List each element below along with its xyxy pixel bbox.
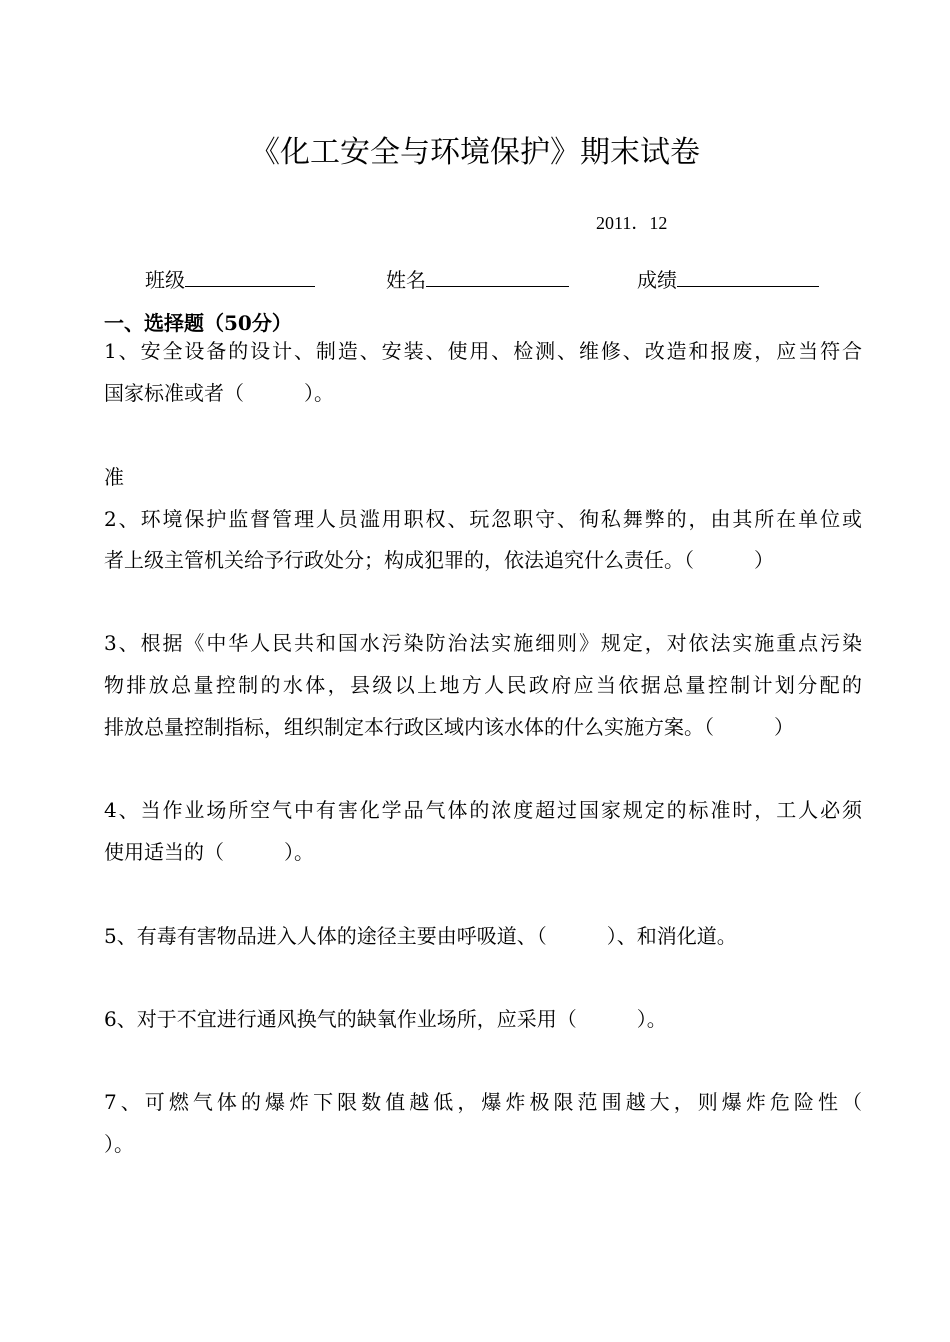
question-1-line-2: 国家标准或者（ ）。: [104, 381, 334, 405]
question-7-line-1: 7、可燃气体的爆炸下限数值越低，爆炸极限范围越大，则爆炸危险性（: [104, 1090, 862, 1114]
score-blank: [677, 266, 819, 287]
name-label: 姓名: [386, 268, 426, 292]
question-2-line-1: 2、环境保护监督管理人员滥用职权、玩忽职守、徇私舞弊的，由其所在单位或: [104, 507, 862, 531]
class-field: [145, 266, 315, 294]
class-label: 班级: [145, 268, 185, 292]
score-label: 成绩: [637, 268, 677, 292]
question-5-line-1: 5、有毒有害物品进入人体的途径主要由呼吸道、（ ）、和消化道。: [104, 924, 737, 948]
question-3-line-1: 3、根据《中华人民共和国水污染防治法实施细则》规定，对依法实施重点污染: [104, 631, 862, 655]
question-6-line-1: 6、对于不宜进行通风换气的缺氧作业场所，应采用（ ）。: [104, 1007, 667, 1031]
question-1-options-wrap: 准: [104, 465, 124, 489]
question-3-line-3: 排放总量控制指标，组织制定本行政区域内该水体的什么实施方案。（ ）: [104, 715, 794, 739]
question-3-line-2: 物排放总量控制的水体，县级以上地方人民政府应当依据总量控制计划分配的: [104, 673, 862, 697]
class-blank: [185, 266, 315, 287]
question-4-line-1: 4、当作业场所空气中有害化学品气体的浓度超过国家规定的标准时，工人必须: [104, 798, 862, 822]
score-field: [637, 266, 819, 294]
question-7-line-2: ）。: [104, 1132, 134, 1156]
question-1-line-1: 1、安全设备的设计、制造、安装、使用、检测、维修、改造和报废，应当符合: [104, 339, 862, 363]
question-4-line-2: 使用适当的（ ）。: [104, 840, 314, 864]
section-title: 一、选择题（50分）: [104, 311, 292, 335]
name-blank: [426, 266, 569, 287]
question-2-line-2: 者上级主管机关给予行政处分；构成犯罪的，依法追究什么责任。（ ）: [104, 548, 774, 572]
name-field: [386, 266, 569, 294]
page-title: 《化工安全与环境保护》期末试卷: [250, 135, 700, 170]
exam-date: 2011．12: [596, 213, 668, 233]
